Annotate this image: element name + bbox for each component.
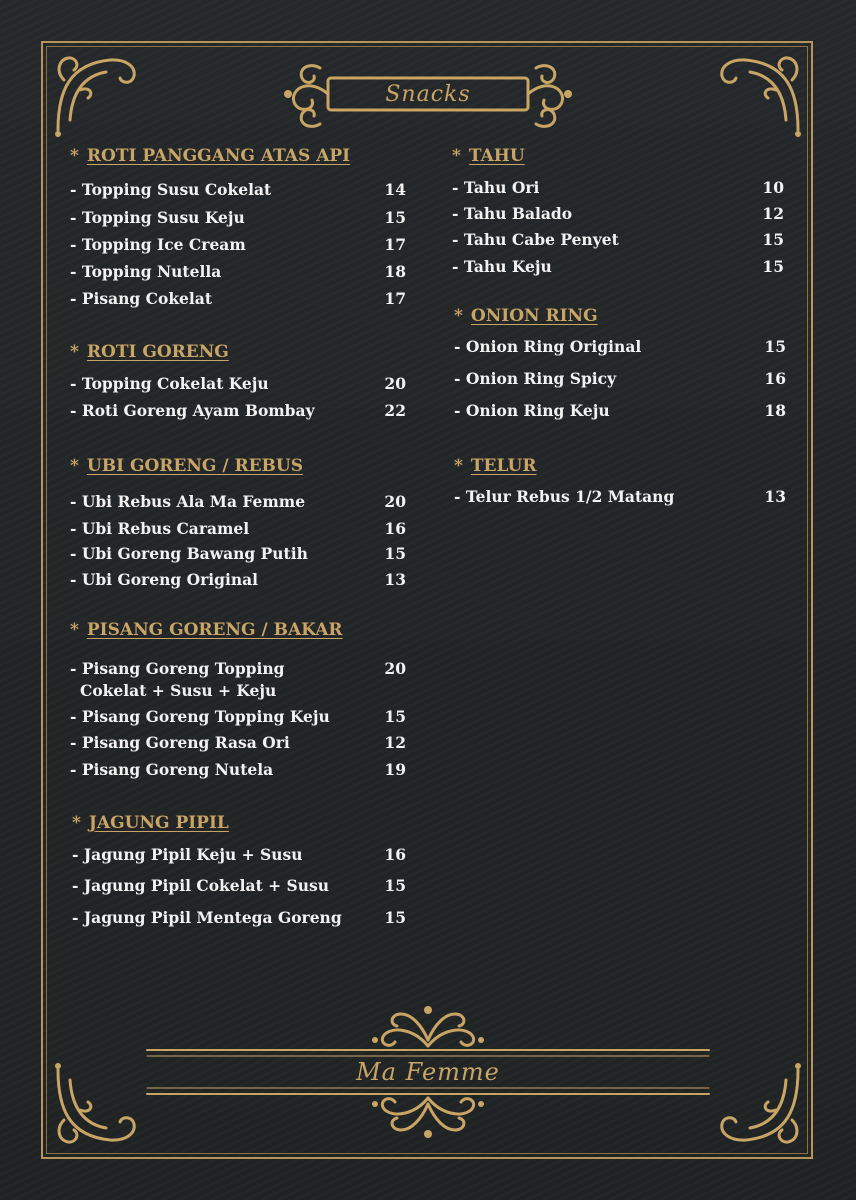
menu-item-name: - Topping Cokelat Keju: [70, 374, 269, 393]
menu-item-name: - Topping Susu Cokelat: [70, 180, 272, 199]
section-title: UBI GORENG / REBUS: [86, 456, 304, 476]
corner-flourish-icon: [716, 50, 806, 140]
menu-item-price: 17: [384, 235, 406, 254]
menu-item-price: 16: [384, 845, 406, 864]
menu-item-price: 15: [384, 208, 406, 227]
menu-item-name: - Tahu Keju: [452, 257, 552, 276]
menu-item-name: - Topping Ice Cream: [70, 235, 246, 254]
menu-item-name: - Onion Ring Spicy: [454, 369, 617, 388]
section-title: ROTI GORENG: [86, 342, 229, 362]
menu-item-name: - Tahu Ori: [452, 178, 540, 197]
menu-item-name: - Ubi Goreng Bawang Putih: [70, 544, 308, 563]
menu-item-price: 10: [762, 178, 784, 197]
menu-item-price: 15: [384, 707, 406, 726]
menu-item-price: 15: [762, 230, 784, 249]
menu-item-price: 12: [762, 204, 784, 223]
section-title: TAHU: [468, 146, 525, 166]
menu-item-price: 15: [762, 257, 784, 276]
menu-item-price: 15: [764, 337, 786, 356]
header-ornament: [280, 58, 576, 136]
menu-item-name: - Pisang Goreng Topping: [70, 659, 285, 678]
menu-item-price: 13: [764, 487, 786, 506]
section-heading-telur: [454, 456, 536, 476]
section-heading-roti-panggang: [70, 146, 350, 166]
menu-item-price: 15: [384, 876, 406, 895]
menu-item-name: - Jagung Pipil Cokelat + Susu: [72, 876, 329, 895]
corner-flourish-icon: [716, 1060, 806, 1150]
menu-item-name: - Telur Rebus 1/2 Matang: [454, 487, 675, 506]
menu-item-price: 16: [384, 519, 406, 538]
section-title: TELUR: [470, 456, 537, 476]
menu-item-name: - Onion Ring Original: [454, 337, 642, 356]
section-star: *: [70, 456, 79, 476]
menu-item-price: 18: [384, 262, 406, 281]
menu-item-name: - Tahu Cabe Penyet: [452, 230, 619, 249]
section-star: *: [70, 342, 79, 362]
section-title: PISANG GORENG / BAKAR: [86, 620, 343, 640]
menu-item-name: - Ubi Rebus Ala Ma Femme: [70, 492, 306, 511]
section-heading-tahu: [452, 146, 525, 166]
footer-ornament: [145, 1000, 711, 1140]
menu-item-price: 18: [764, 401, 786, 420]
menu-item-price: 20: [384, 374, 406, 393]
section-heading-pisang: [70, 620, 343, 640]
menu-item-name: - Pisang Goreng Nutela: [70, 760, 274, 779]
corner-flourish-icon: [50, 50, 140, 140]
section-star: *: [454, 456, 463, 476]
menu-item-price: 13: [384, 570, 406, 589]
brand-name: Ma Femme: [356, 1058, 500, 1086]
page-title: Snacks: [385, 82, 471, 107]
section-star: *: [72, 813, 81, 833]
menu-item-name-continued: Cokelat + Susu + Keju: [80, 681, 277, 700]
menu-item-price: 12: [384, 733, 406, 752]
menu-item-price: 20: [384, 659, 406, 678]
section-heading-onion-ring: [454, 306, 598, 326]
menu-item-name: - Jagung Pipil Mentega Goreng: [72, 908, 342, 927]
menu-item-name: - Pisang Cokelat: [70, 289, 213, 308]
section-heading-jagung: [72, 813, 229, 833]
section-title: ONION RING: [470, 306, 598, 326]
corner-flourish-icon: [50, 1060, 140, 1150]
menu-item-name: - Ubi Goreng Original: [70, 570, 259, 589]
menu-item-price: 15: [384, 908, 406, 927]
menu-item-name: - Topping Nutella: [70, 262, 222, 281]
section-heading-ubi: [70, 456, 303, 476]
menu-item-price: 19: [384, 760, 406, 779]
menu-item-price: 14: [384, 180, 406, 199]
menu-item-name: - Topping Susu Keju: [70, 208, 245, 227]
section-star: *: [70, 620, 79, 640]
menu-item-price: 16: [764, 369, 786, 388]
menu-item-name: - Roti Goreng Ayam Bombay: [70, 401, 315, 420]
section-title: ROTI PANGGANG ATAS API: [86, 146, 351, 166]
menu-item-name: - Pisang Goreng Rasa Ori: [70, 733, 290, 752]
menu-item-price: 17: [384, 289, 406, 308]
section-title: JAGUNG PIPIL: [88, 813, 229, 833]
section-star: *: [70, 146, 79, 166]
menu-item-price: 15: [384, 544, 406, 563]
section-heading-roti-goreng: [70, 342, 229, 362]
menu-item-name: - Tahu Balado: [452, 204, 573, 223]
menu-item-name: - Jagung Pipil Keju + Susu: [72, 845, 303, 864]
menu-item-price: 22: [384, 401, 406, 420]
menu-item-name: - Pisang Goreng Topping Keju: [70, 707, 330, 726]
menu-item-price: 20: [384, 492, 406, 511]
menu-item-name: - Onion Ring Keju: [454, 401, 610, 420]
section-star: *: [452, 146, 461, 166]
section-star: *: [454, 306, 463, 326]
menu-item-name: - Ubi Rebus Caramel: [70, 519, 250, 538]
